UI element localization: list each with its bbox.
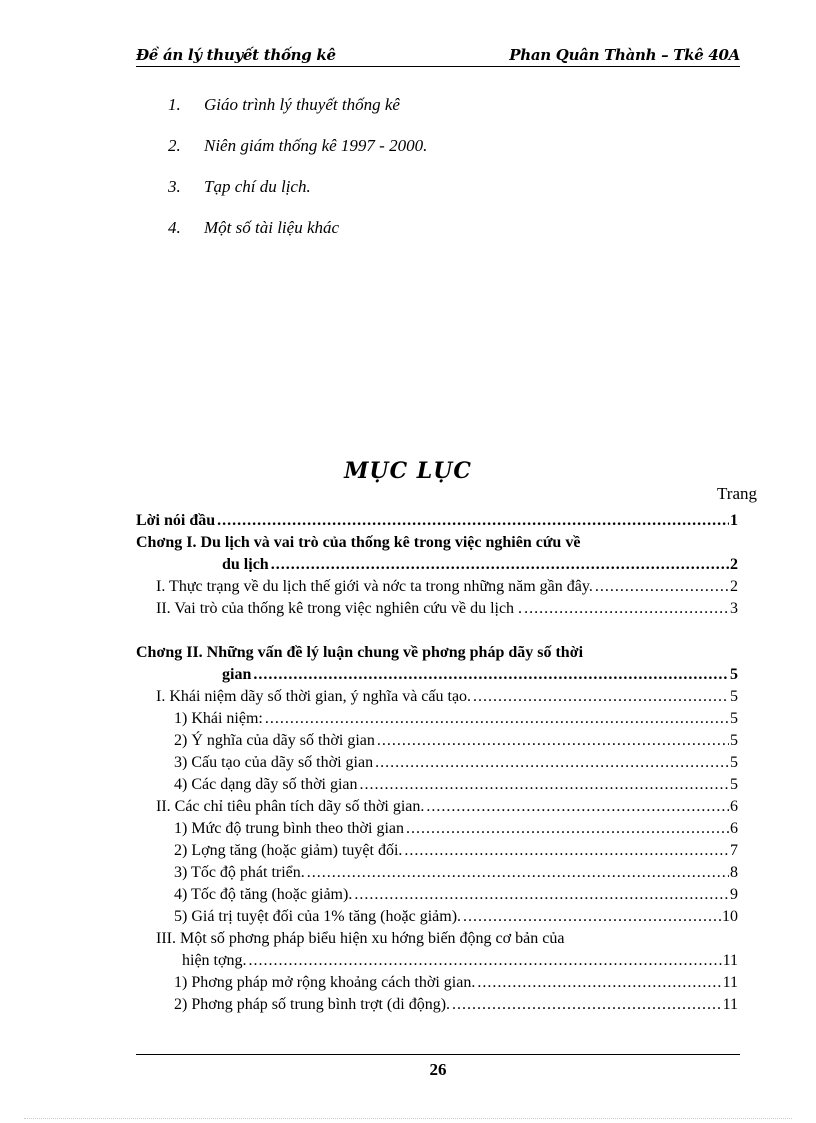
toc-entry bbox=[136, 774, 738, 796]
toc-leader-dots bbox=[426, 796, 729, 818]
toc-leader-dots bbox=[524, 598, 729, 620]
toc-entry bbox=[136, 994, 738, 1016]
toc-leader-dots bbox=[307, 862, 729, 884]
footer-divider bbox=[136, 1054, 740, 1055]
toc-entry bbox=[136, 730, 738, 752]
toc-leader-dots bbox=[452, 994, 722, 1016]
toc-entry-page: 8 bbox=[730, 864, 738, 881]
toc-entry-text: 4) Các dạng dãy số thời gian bbox=[174, 774, 360, 796]
toc-leader-dots bbox=[360, 774, 729, 796]
toc-entry-text: I. Thực trạng về du lịch thế giới và nớc ta trong những năm gần đây. bbox=[156, 576, 595, 598]
reference-text: Một số tài liệu khác bbox=[204, 218, 340, 237]
toc-entry bbox=[136, 554, 738, 576]
toc-entry bbox=[136, 906, 738, 928]
toc-entry-page: 11 bbox=[722, 952, 738, 969]
toc-entry bbox=[136, 664, 738, 686]
toc-entry bbox=[136, 928, 738, 950]
toc-leader-dots bbox=[354, 884, 729, 906]
toc-leader-dots bbox=[406, 818, 729, 840]
toc-leader-dots bbox=[253, 664, 729, 686]
toc-entry-page: 6 bbox=[730, 820, 738, 837]
toc-leader-dots bbox=[473, 686, 729, 708]
toc-entry bbox=[136, 532, 738, 554]
toc-entry bbox=[136, 796, 738, 818]
toc-entry-page: 5 bbox=[730, 754, 738, 771]
toc-entry-text: 1) Mức độ trung bình theo thời gian bbox=[174, 818, 406, 840]
toc-entry bbox=[136, 708, 738, 730]
toc-leader-dots bbox=[271, 554, 729, 576]
toc-leader-dots bbox=[265, 708, 729, 730]
toc-entry bbox=[136, 950, 738, 972]
reference-item bbox=[168, 94, 427, 135]
toc-entry-text: 5) Giá trị tuyệt đối của 1% tăng (hoặc giảm). bbox=[174, 906, 463, 928]
toc-entry bbox=[136, 642, 738, 664]
toc-entry bbox=[136, 576, 738, 598]
toc-entry bbox=[136, 510, 738, 532]
toc-entry-page: 5 bbox=[730, 776, 738, 793]
toc-entry bbox=[136, 598, 738, 620]
reference-number: 3. bbox=[168, 177, 181, 196]
toc-entry-page: 11 bbox=[722, 974, 738, 991]
toc-entry-text: 1) Phơng pháp mở rộng khoảng cách thời gian. bbox=[174, 972, 477, 994]
toc-entry bbox=[136, 752, 738, 774]
toc-leader-dots bbox=[404, 840, 729, 862]
toc-entry-text: 2) Lợng tăng (hoặc giảm) tuyệt đối. bbox=[174, 840, 404, 862]
reference-number: 1. bbox=[168, 95, 181, 114]
toc-entry-page: 6 bbox=[730, 798, 738, 815]
toc-entry-text: II. Vai trò của thống kê trong việc nghiên cứu về du lịch . bbox=[156, 598, 524, 620]
toc-entry-text: 2) Phơng pháp số trung bình trợt (di động). bbox=[174, 994, 452, 1016]
toc-entry-text: Lời nói đầu bbox=[136, 510, 217, 532]
toc-spacer bbox=[136, 620, 738, 642]
toc-entry-text: hiện tợng. bbox=[182, 950, 248, 972]
toc-entry-text: 1) Khái niệm: bbox=[174, 708, 265, 730]
toc-entry bbox=[136, 686, 738, 708]
reference-number: 2. bbox=[168, 136, 181, 155]
toc-leader-dots bbox=[248, 950, 721, 972]
toc-page-column-label: Trang bbox=[717, 484, 757, 503]
toc-entry-page: 2 bbox=[730, 556, 738, 573]
toc-entry-page: 2 bbox=[730, 578, 738, 595]
toc-entry-text: Chơng II. Những vấn đề lý luận chung về phơng pháp dãy số thời bbox=[136, 644, 584, 661]
toc-entry-text: du lịch bbox=[222, 554, 271, 576]
toc-entry bbox=[136, 840, 738, 862]
toc-entry-text: Chơng I. Du lịch và vai trò của thống kê trong việc nghiên cứu về bbox=[136, 534, 581, 551]
reference-number: 4. bbox=[168, 218, 181, 237]
reference-text: Giáo trình lý thuyết thống kê bbox=[204, 95, 400, 114]
toc-entry-text: 3) Cấu tạo của dãy số thời gian bbox=[174, 752, 375, 774]
toc-entry-text: II. Các chỉ tiêu phân tích dãy số thời gian. bbox=[156, 796, 426, 818]
toc-entry-text: 2) Ý nghĩa của dãy số thời gian bbox=[174, 730, 377, 752]
reference-item bbox=[168, 135, 427, 176]
page-bottom-border bbox=[24, 1118, 792, 1119]
toc-leader-dots bbox=[217, 510, 729, 532]
toc-leader-dots bbox=[377, 730, 729, 752]
toc-entry-page: 5 bbox=[730, 710, 738, 727]
toc-entry bbox=[136, 818, 738, 840]
toc-entry-page: 5 bbox=[730, 732, 738, 749]
toc-entry-page: 11 bbox=[722, 996, 738, 1013]
toc-entry-text: I. Khái niệm dãy số thời gian, ý nghĩa và cấu tạo. bbox=[156, 686, 473, 708]
toc-entry bbox=[136, 884, 738, 906]
header-right-text: Phan Quân Thành – Tkê 40A bbox=[509, 46, 740, 64]
reference-item bbox=[168, 176, 427, 217]
toc-entry bbox=[136, 862, 738, 884]
toc-entry-page: 10 bbox=[722, 908, 738, 925]
page-number: 26 bbox=[429, 1060, 447, 1079]
toc-entry-text: gian bbox=[222, 664, 253, 686]
toc-leader-dots bbox=[463, 906, 721, 928]
reference-item bbox=[168, 217, 427, 258]
toc-entry-page: 5 bbox=[730, 666, 738, 683]
header-left-text: Đề án lý thuyết thống kê bbox=[136, 46, 336, 64]
toc-entry-text: 3) Tốc độ phát triển. bbox=[174, 862, 307, 884]
reference-list bbox=[168, 94, 427, 258]
toc-leader-dots bbox=[375, 752, 729, 774]
toc-entry-page: 1 bbox=[730, 512, 738, 529]
reference-text: Niên giám thống kê 1997 - 2000. bbox=[204, 136, 428, 155]
toc-entry-page: 5 bbox=[730, 688, 738, 705]
toc-title: MỤC LỤC bbox=[344, 458, 472, 484]
reference-text: Tạp chí du lịch. bbox=[204, 177, 311, 196]
toc-entry-text: III. Một số phơng pháp biểu hiện xu hớng biến động cơ bản của bbox=[156, 930, 565, 947]
page-header bbox=[136, 46, 740, 67]
toc-leader-dots bbox=[477, 972, 721, 994]
toc-entry-page: 3 bbox=[730, 600, 738, 617]
toc-entry bbox=[136, 972, 738, 994]
toc-entry-text: 4) Tốc độ tăng (hoặc giảm). bbox=[174, 884, 354, 906]
toc-entry-page: 7 bbox=[730, 842, 738, 859]
toc-entry-page: 9 bbox=[730, 886, 738, 903]
table-of-contents bbox=[136, 510, 738, 1016]
toc-leader-dots bbox=[595, 576, 729, 598]
